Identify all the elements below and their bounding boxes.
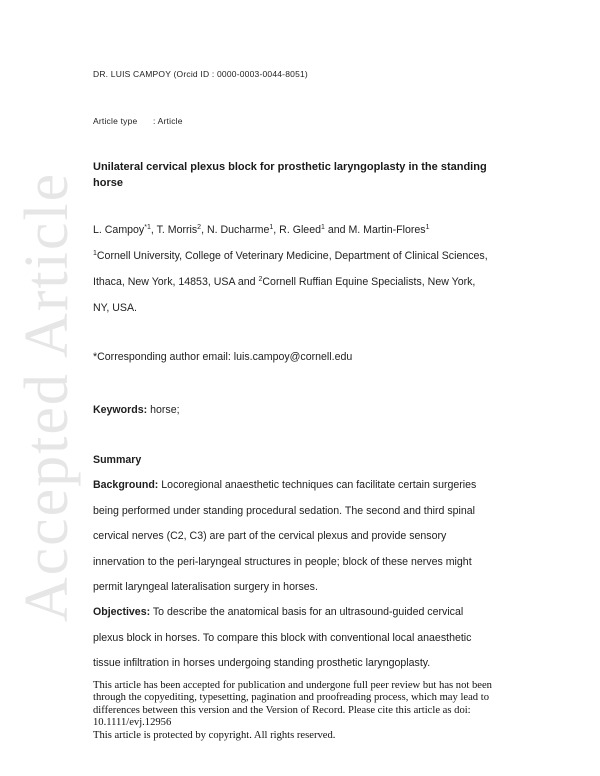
author-name: N. Ducharme bbox=[206, 224, 270, 236]
background-line-2: being performed under standing procedural sedation. The second and third spinal bbox=[93, 505, 476, 517]
author-list: L. Campoy$^{*1}$, T. Morris$^2$, N. Ducharme$^1$, R. Gleed$^1$ and M. Martin-Flores$^1$ bbox=[93, 224, 430, 236]
author-name: M. Martin-Flores bbox=[348, 224, 426, 236]
author-affiliation-mark: 1 bbox=[269, 224, 274, 231]
acceptance-notice: This article has been accepted for publication and undergone full peer review but has not been through the copyediting, typesetting, pagination and proofreading process, which may lead to differences between this version and the Version of Record. Please cite this article as doi: 10.1111/evj.12956 bbox=[93, 680, 492, 729]
keywords bbox=[93, 404, 180, 416]
affiliation-line-2: Ithaca, New York, 14853, USA and $^2$Cornell Ruffian Equine Specialists, New York, bbox=[93, 276, 476, 288]
background-line-5: permit laryngeal lateralisation surgery in horses. bbox=[93, 581, 318, 593]
background-line-4: innervation to the peri-laryngeal structures in people; block of these nerves might bbox=[93, 556, 472, 568]
author-affiliation-mark: 1 bbox=[425, 224, 430, 231]
author-orcid-line: DR. LUIS CAMPOY (Orcid ID : 0000-0003-0044-8051) bbox=[93, 69, 308, 79]
accepted-article-watermark: Accepted Article bbox=[13, 171, 81, 623]
background-line-1: Background: Locoregional anaesthetic techniques can facilitate certain surgeries bbox=[93, 479, 477, 491]
affiliation-line-1: $^1$Cornell University, College of Veterinary Medicine, Department of Clinical Sciences, bbox=[93, 250, 488, 262]
keywords-label: Keywords: bbox=[93, 404, 148, 416]
objectives-line-2: plexus block in horses. To compare this block with conventional local anaesthetic bbox=[93, 632, 472, 644]
affiliation-line-3: NY, USA. bbox=[93, 302, 137, 314]
corresponding-author-email: *Corresponding author email: luis.campoy@cornell.edu bbox=[93, 351, 353, 363]
keywords-value: horse; bbox=[147, 404, 180, 416]
article-type-label: Article type bbox=[93, 116, 138, 126]
objectives-line-3: tissue infiltration in horses undergoing standing prosthetic laryngoplasty. bbox=[93, 657, 431, 669]
objectives-label: Objectives: bbox=[93, 606, 151, 618]
author-name: T. Morris bbox=[156, 224, 198, 236]
summary-heading: Summary bbox=[93, 454, 142, 466]
background-line-3: cervical nerves (C2, C3) are part of the cervical plexus and provide sensory bbox=[93, 530, 447, 542]
article-title: Unilateral cervical plexus block for prosthetic laryngoplasty in the standing horse bbox=[93, 161, 487, 189]
author-affiliation-mark: *1 bbox=[144, 224, 151, 231]
acceptance-footer bbox=[93, 680, 513, 742]
author-affiliation-mark: 1 bbox=[320, 224, 325, 231]
author-affiliation-mark: 2 bbox=[197, 224, 202, 231]
author-name: L. Campoy bbox=[93, 224, 145, 236]
objectives-line-1: Objectives: To describe the anatomical basis for an ultrasound-guided cervical bbox=[93, 606, 464, 618]
article-type-value: : Article bbox=[153, 116, 183, 126]
copyright-notice: This article is protected by copyright. All rights reserved. bbox=[93, 729, 336, 741]
background-label: Background: bbox=[93, 479, 159, 491]
author-name: R. Gleed bbox=[279, 224, 321, 236]
